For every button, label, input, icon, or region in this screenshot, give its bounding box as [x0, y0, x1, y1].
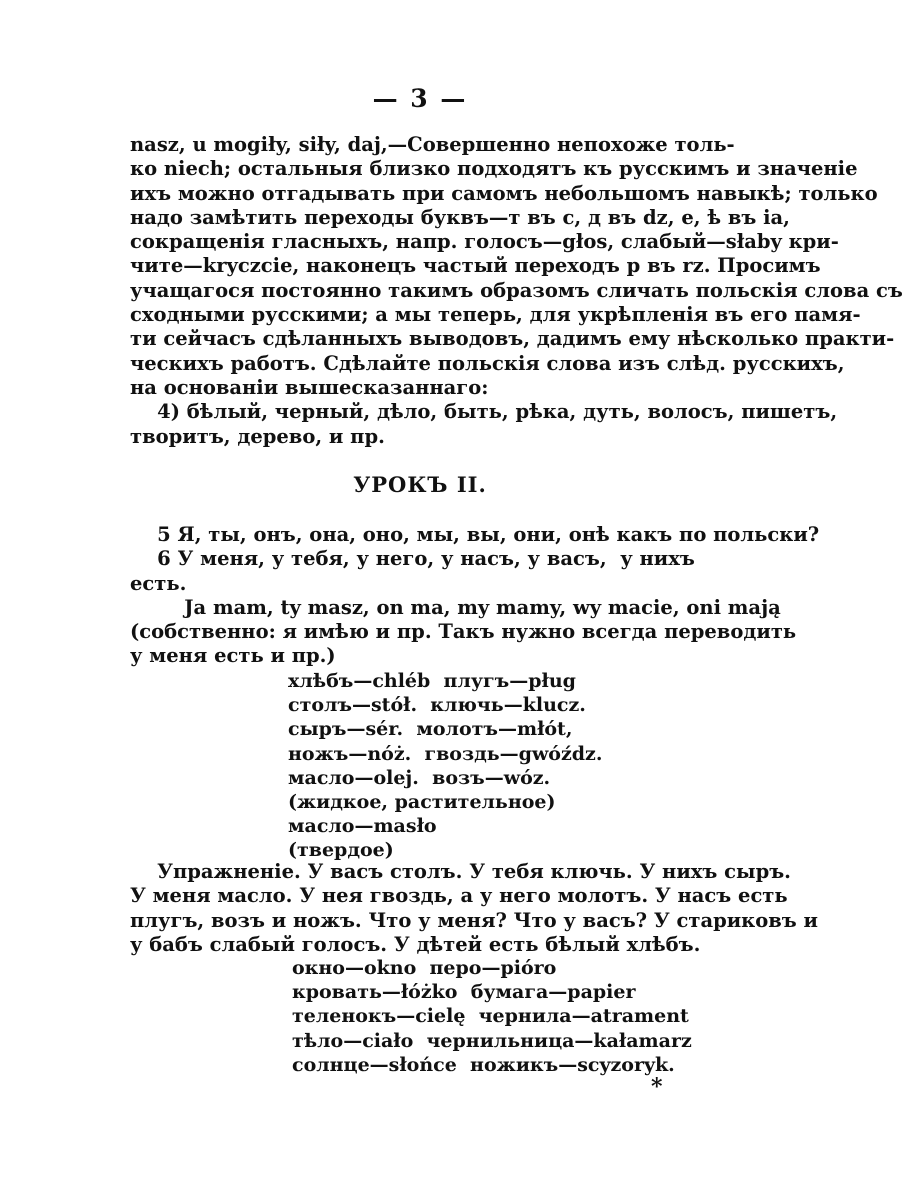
text-line: есть.: [130, 571, 187, 595]
text-line: сокращенія гласныхъ, напр. голосъ—głos, слабый—słaby кри-: [130, 230, 839, 254]
exercise-paragraph: [130, 860, 819, 957]
vocab-line: столъ—stół. ключь—klucz.: [288, 694, 586, 717]
text-line: ческихъ работъ. Сдѣлайте польскія слова изъ слѣд. русскихъ,: [130, 351, 845, 375]
vocab-line: (твердое): [288, 839, 394, 862]
text-line: ко niech; остальныя близко подходятъ къ русскимъ и значеніе: [130, 157, 858, 181]
vocab-line: ножъ—nóż. гвоздь—gwóźdz.: [288, 742, 603, 765]
text-line: плугъ, возъ и ножъ. Что у меня? Что у васъ? У стариковъ и: [130, 908, 819, 932]
text-line: nasz, u mogiły, siły, daj,—Совершенно непохоже толь-: [130, 133, 735, 156]
text-line: творитъ, дерево, и пр.: [130, 424, 385, 448]
questions-paragraph: [130, 523, 820, 669]
text-line: сходными русскими; а мы теперь, для укрѣпленія въ его памя-: [130, 303, 861, 327]
text-line: чите—kryczcie, наконецъ частый переходъ р въ rz. Просимъ: [130, 254, 821, 278]
text-line: у бабъ слабый голосъ. У дѣтей есть бѣлый хлѣбъ.: [130, 932, 701, 956]
vocab-line: солнце—słońce ножикъ—scyzoryk.: [292, 1053, 675, 1076]
text-line: Ja mam, ty masz, on ma, my mamy, wy macie, oni mają: [130, 595, 781, 619]
text-line: 6 У меня, у тебя, у него, у насъ, у васъ, у нихъ: [130, 547, 695, 571]
vocab-line: (жидкое, растительное): [288, 791, 556, 814]
text-line: ти сейчасъ сдѣланныхъ выводовъ, дадимъ ему нѣсколько практи-: [130, 327, 895, 351]
page-number: — 3 —: [372, 84, 468, 113]
text-line: (собственно: я имѣю и пр. Такъ нужно всегда переводить: [130, 620, 797, 644]
lesson-heading: УРОКЪ II.: [353, 472, 487, 497]
text-line: на основаніи вышесказаннаго:: [130, 375, 489, 399]
vocab-list-2: [292, 956, 692, 1077]
vocab-line: сыръ—sér. молотъ—młót,: [288, 718, 573, 741]
text-line: Упражненіе. У васъ столъ. У тебя ключь. У нихъ сыръ.: [130, 860, 791, 883]
text-line: У меня масло. У нея гвоздь, а у него молотъ. У насъ есть: [130, 884, 788, 908]
text-line: ихъ можно отгадывать при самомъ небольшомъ навыкѣ; только: [130, 181, 878, 205]
text-line: у меня есть и пр.): [130, 644, 336, 668]
footer-signature-mark: *: [651, 1074, 663, 1100]
vocab-line: хлѣбъ—chléb плугъ—pług: [288, 670, 576, 692]
text-line: 4) бѣлый, черный, дѣло, быть, рѣка, дуть, волосъ, пишетъ,: [130, 400, 838, 424]
intro-paragraph: [130, 133, 903, 449]
vocab-line: масло—masło: [288, 815, 437, 838]
text-line: 5 Я, ты, онъ, она, оно, мы, вы, они, онѣ какъ по польски?: [130, 523, 820, 546]
vocab-line: тѣло—ciało чернильница—kałamarz: [292, 1029, 692, 1052]
vocab-line: окно—okno перо—pióro: [292, 957, 557, 979]
vocab-list-1: [288, 669, 602, 863]
vocab-line: теленокъ—cielę чернила—atrament: [292, 1005, 689, 1028]
text-line: учащагося постоянно такимъ образомъ сличать польскія слова съ: [130, 278, 903, 302]
vocab-line: кровать—łóżko бумага—papier: [292, 981, 636, 1004]
vocab-line: масло—olej. возъ—wóz.: [288, 766, 551, 789]
text-line: надо замѣтить переходы буквъ—т въ c, д въ dz, е, ѣ въ ia,: [130, 205, 790, 229]
